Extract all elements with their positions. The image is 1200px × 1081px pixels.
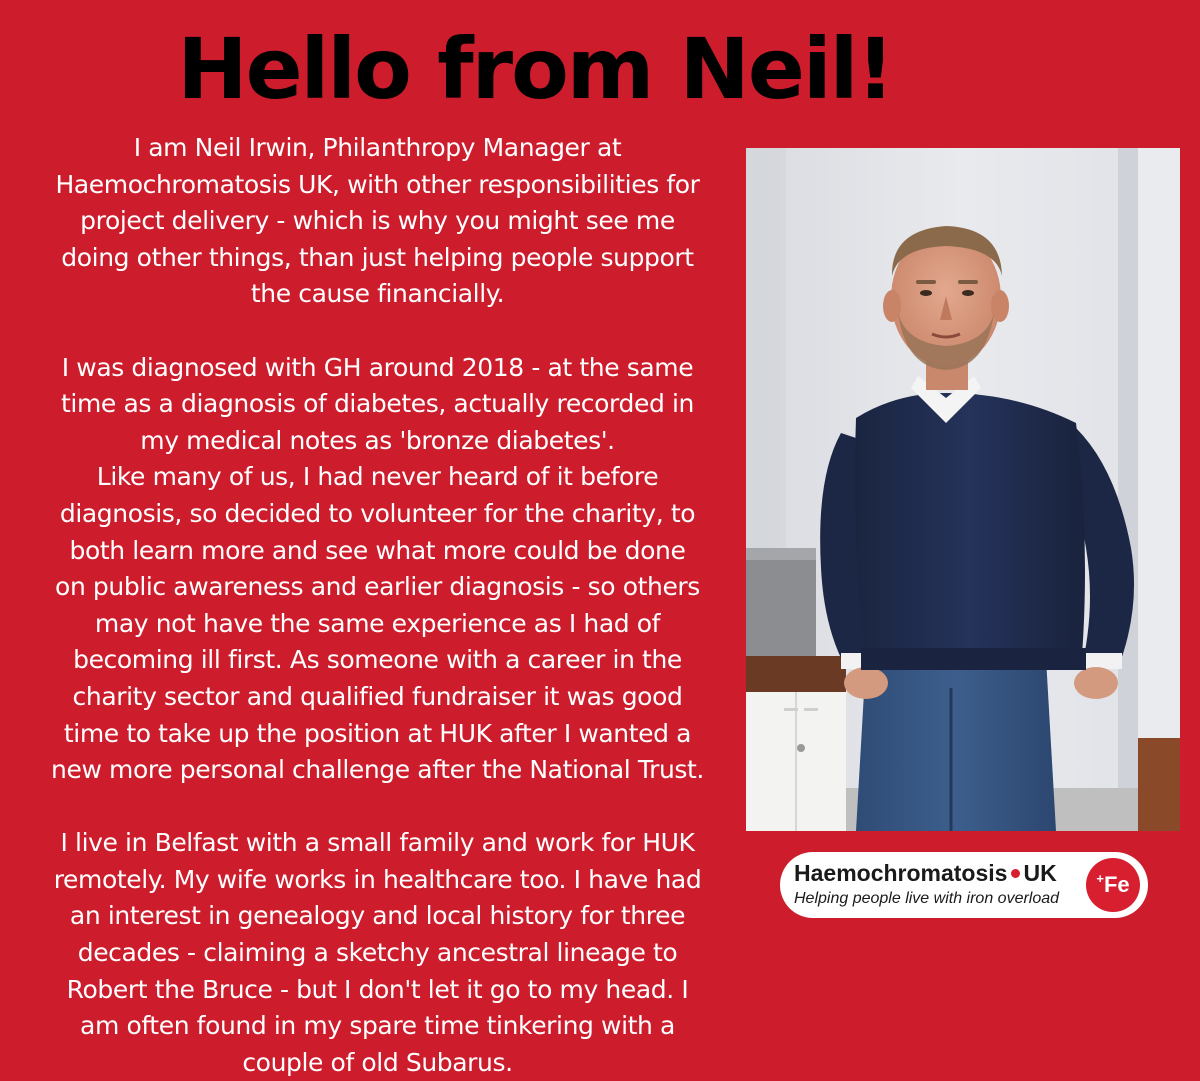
desk-top xyxy=(746,656,846,692)
personal-paragraph xyxy=(10,825,745,1081)
story-line: both learn more and see what more could be done xyxy=(69,535,686,565)
personal-line: couple of old Subarus. xyxy=(242,1047,513,1077)
story-line: time to take up the position at HUK after I wanted a xyxy=(63,718,692,748)
personal-line: an interest in genealogy and local history for three xyxy=(69,901,686,931)
biography-text xyxy=(10,130,745,1081)
left-hand xyxy=(844,667,888,699)
haemochromatosis-uk-logo xyxy=(780,852,1148,918)
story-line: may not have the same experience as I had of xyxy=(94,608,661,638)
navy-jumper xyxy=(855,393,1085,668)
fe-badge-icon xyxy=(1086,858,1140,912)
photo-neil-irwin xyxy=(746,148,1180,831)
logo-tagline: Helping people live with iron overload xyxy=(794,890,1060,907)
story-line: becoming ill first. As someone with a career in the xyxy=(73,645,682,675)
story-line: my medical notes as 'bronze diabetes'. xyxy=(140,425,615,455)
logo-name-part2: UK xyxy=(1023,860,1057,886)
story-line: Like many of us, I had never heard of it before xyxy=(96,462,659,492)
story-line: charity sector and qualified fundraiser it was good xyxy=(72,681,683,711)
portrait-illustration xyxy=(746,148,1180,831)
intro-line: the cause financially. xyxy=(250,279,505,309)
intro-line: doing other things, than just helping people support xyxy=(61,242,694,272)
story-line: new more personal challenge after the National Trust. xyxy=(51,755,704,785)
story-line: on public awareness and earlier diagnosis - so others xyxy=(55,572,700,602)
logo-name xyxy=(794,860,1057,886)
shirt-cuff-right xyxy=(1082,653,1122,669)
intro-line: Haemochromatosis UK, with other responsibilities for xyxy=(55,169,700,199)
personal-line: Robert the Bruce - but I don't let it go to my head. I xyxy=(66,974,689,1004)
door-panel xyxy=(1138,148,1180,831)
story-paragraph xyxy=(10,350,745,789)
personal-line: remotely. My wife works in healthcare too. I have had xyxy=(53,864,702,894)
door-frame xyxy=(1118,148,1138,831)
story-line: diagnosis, so decided to volunteer for the charity, to xyxy=(59,498,696,528)
personal-line: I live in Belfast with a small family and work for HUK xyxy=(60,828,695,858)
story-line: time as a diagnosis of diabetes, actually recorded in xyxy=(61,389,694,419)
intro-paragraph xyxy=(10,130,745,313)
right-hand xyxy=(1074,667,1118,699)
personal-line: am often found in my spare time tinkering with a xyxy=(80,1011,675,1041)
intro-line: I am Neil Irwin, Philanthropy Manager at xyxy=(133,133,622,162)
fe-badge-plus: + xyxy=(1096,871,1104,886)
intro-line: project delivery - which is why you might see me xyxy=(80,206,675,236)
fe-badge-text: Fe xyxy=(1103,872,1130,897)
page-title: Hello from Neil! xyxy=(177,20,893,118)
personal-line: decades - claiming a sketchy ancestral lineage to xyxy=(77,938,678,968)
logo-dot xyxy=(1011,869,1020,878)
logo-name-part1: Haemochromatosis xyxy=(794,860,1008,886)
story-line: I was diagnosed with GH around 2018 - at the same xyxy=(61,352,694,382)
wooden-furniture xyxy=(1138,738,1180,831)
